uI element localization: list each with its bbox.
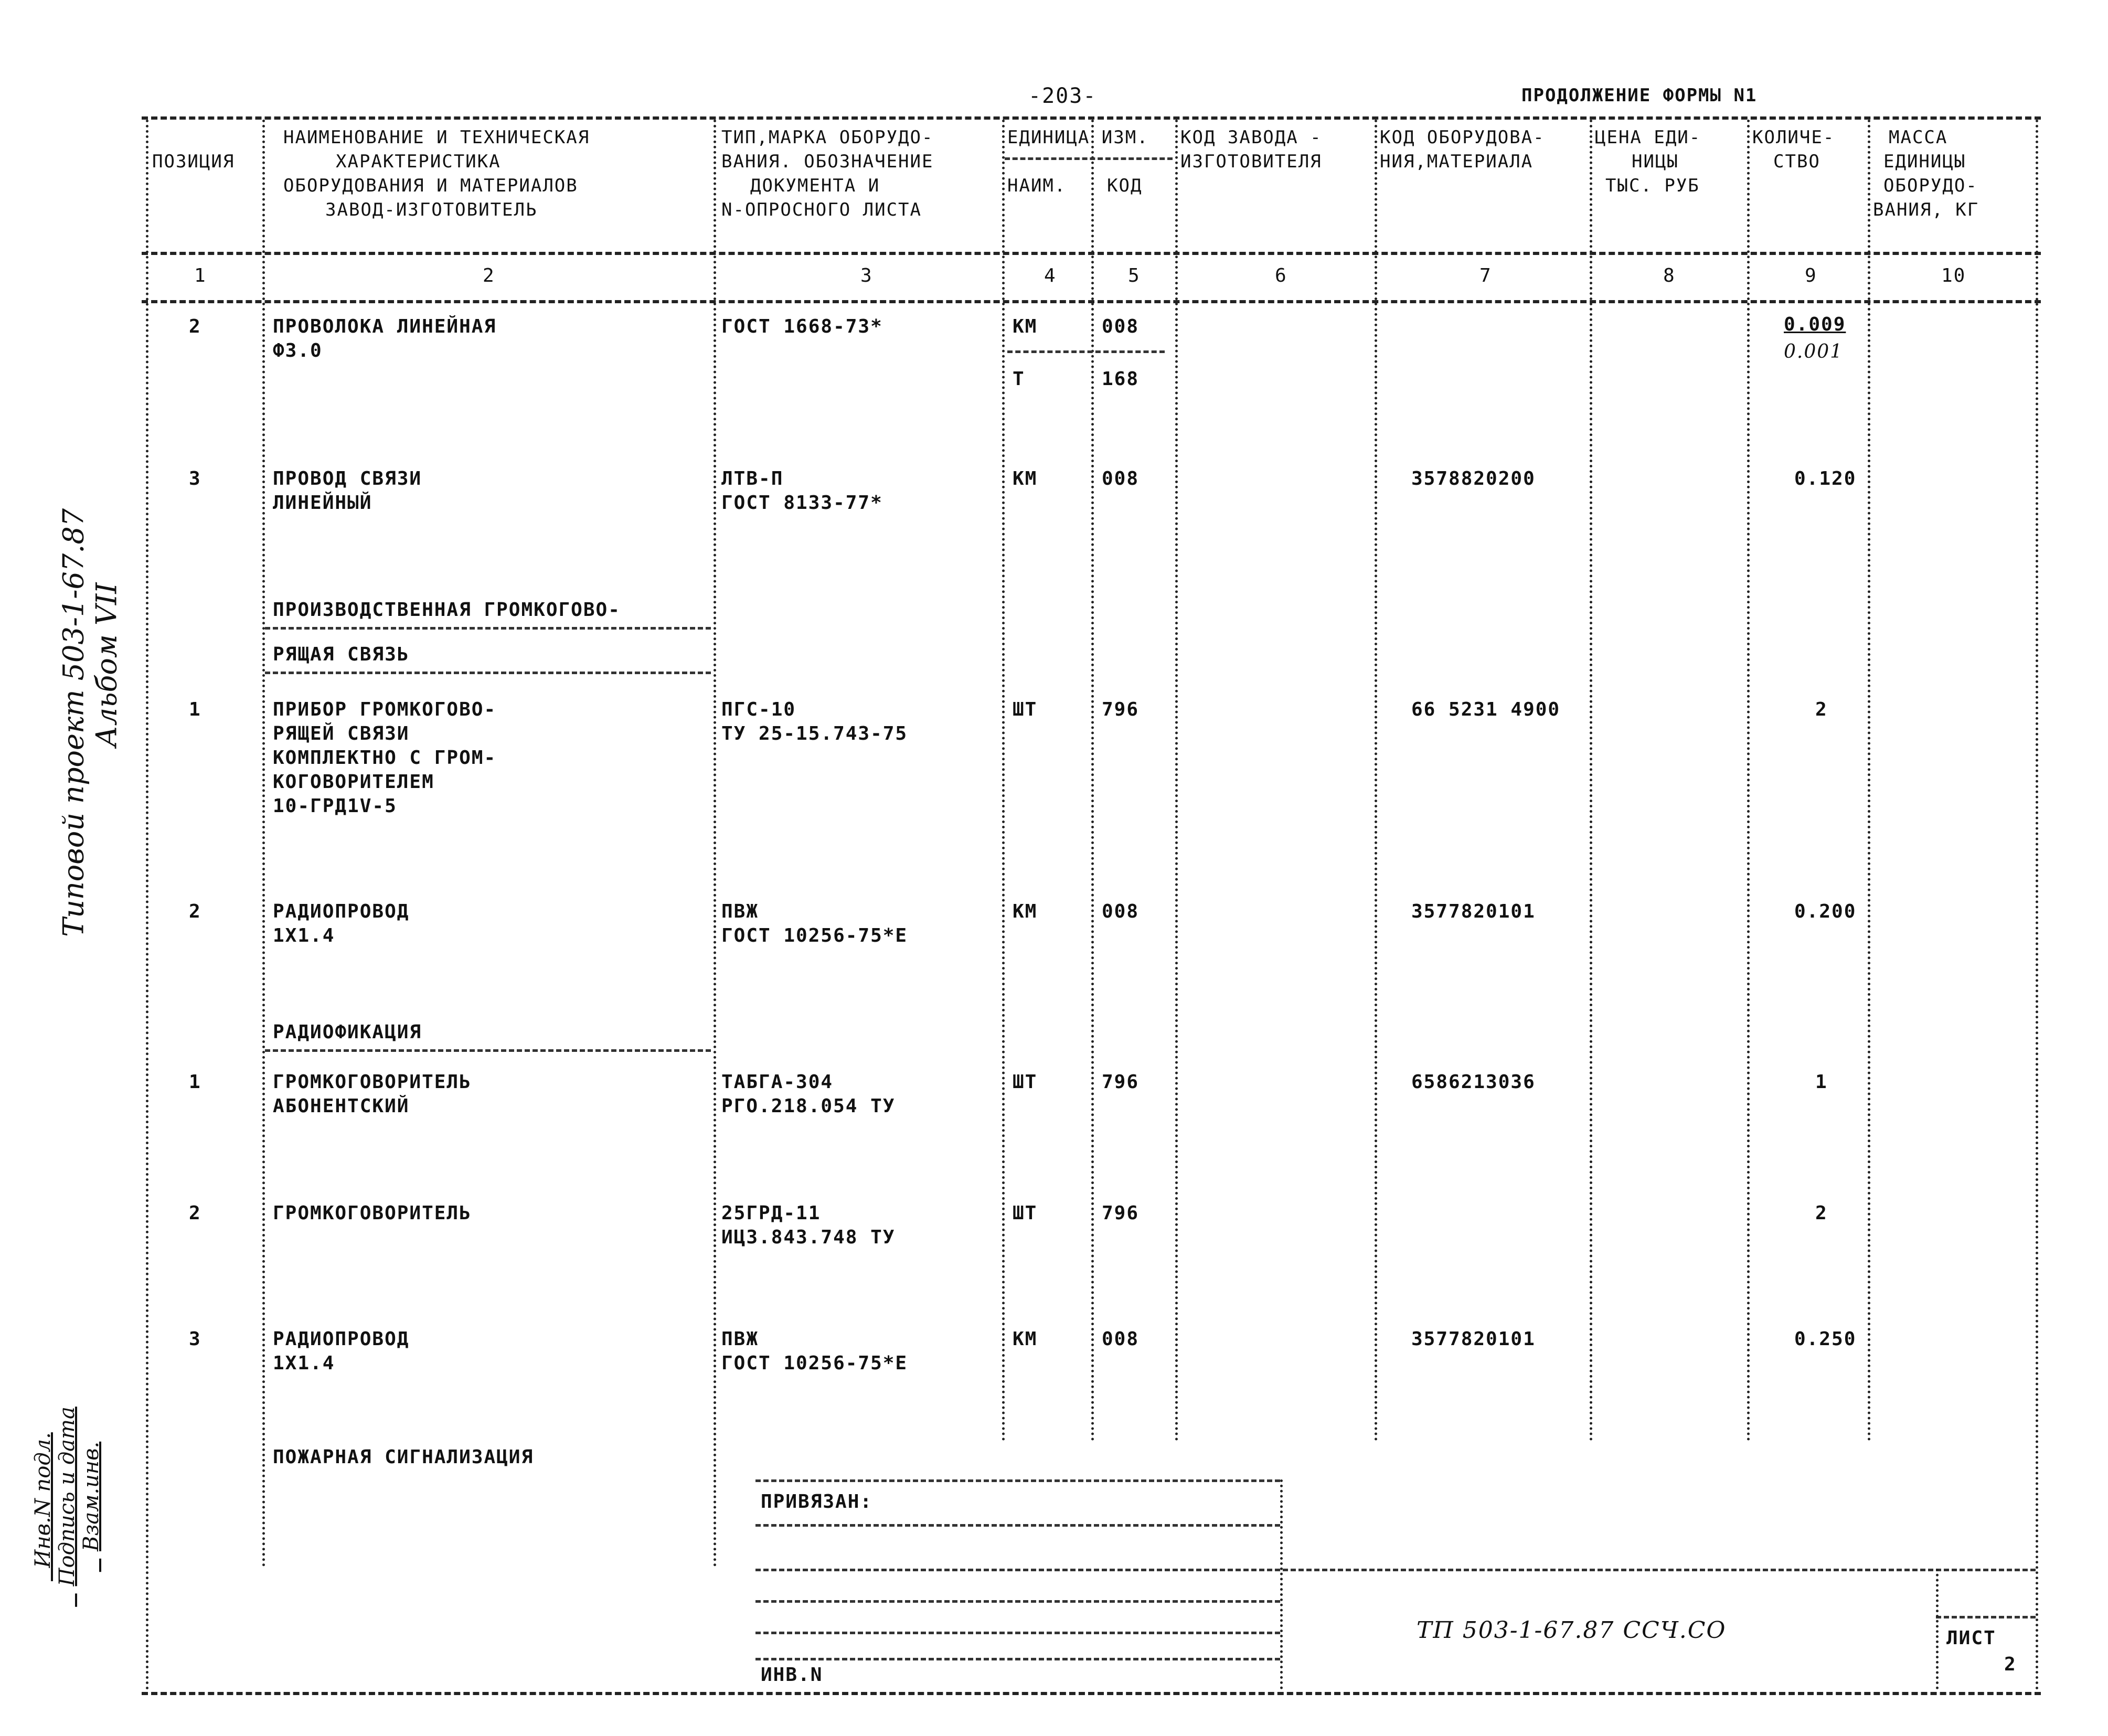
project-text: Типовой проект 503-1-67.87 (57, 508, 90, 937)
row-name: РЯЩЕЙ СВЯЗИ (273, 723, 410, 744)
col-sep (1868, 120, 1870, 1442)
col-header-material-code: КОД ОБОРУДОВА- (1380, 127, 1545, 148)
col-sep (1091, 120, 1094, 1442)
row-type: ГОСТ 10256-75*Е (721, 925, 908, 946)
stamp-rule (755, 1479, 1280, 1482)
row-name: КОГОВОРИТЕЛЕМ (273, 771, 434, 793)
row-quantity: 0.200 (1794, 901, 1857, 922)
row-material-code: 3577820101 (1411, 901, 1536, 922)
row-name: ПРОВОЛОКА ЛИНЕЙНАЯ (273, 316, 497, 337)
col-sep (1002, 120, 1005, 1442)
col-header-price: НИЦЫ (1632, 151, 1679, 172)
row-type: ИЦ3.843.748 ТУ (721, 1227, 896, 1248)
row-unit: КМ (1013, 316, 1038, 337)
sheet-number: 2 (2004, 1654, 2017, 1675)
col-header-type: ТИП,МАРКА ОБОРУДО- (721, 127, 934, 148)
row-unit: КМ (1013, 1328, 1038, 1350)
col-header-name: ЗАВОД-ИЗГОТОВИТЕЛЬ (325, 199, 538, 220)
col-number: 5 (1128, 265, 1141, 286)
row-quantity: 0.250 (1794, 1328, 1857, 1350)
row-position: 3 (189, 468, 201, 489)
col-header-maker-code: ИЗГОТОВИТЕЛЯ (1180, 151, 1322, 172)
section-heading: ПОЖАРНАЯ СИГНАЛИЗАЦИЯ (273, 1446, 534, 1468)
document-code: ТП 503-1-67.87 ССЧ.СО (1417, 1617, 1727, 1644)
row-name: 10-ГРД1V-5 (273, 795, 397, 817)
col-header-quantity: СТВО (1773, 151, 1820, 172)
row-material-code: 66 5231 4900 (1411, 699, 1561, 720)
col-header-position: ПОЗИЦИЯ (152, 151, 235, 172)
page-number: -203- (1028, 84, 1097, 108)
row-unit: ШТ (1013, 699, 1038, 720)
row-quantity: 0.001 (1784, 341, 1844, 363)
row-name: ГРОМКОГОВОРИТЕЛЬ (273, 1071, 472, 1093)
continuation-title: ПРОДОЛЖЕНИЕ ФОРМЫ N1 (1521, 85, 1758, 106)
project-label (24, 365, 123, 1099)
stamp-rule (755, 1600, 1280, 1603)
row-material-code: 3578820200 (1411, 468, 1536, 489)
col-header-mass: МАССА (1889, 127, 1948, 148)
row-unit: КМ (1013, 901, 1038, 922)
row-quantity: 2 (1815, 699, 1828, 720)
row-type: ЛТВ-П (721, 468, 784, 489)
row-unit: КМ (1013, 468, 1038, 489)
col-header-maker-code: КОД ЗАВОДА - (1180, 127, 1322, 148)
row-type: ГОСТ 1668-73* (721, 316, 883, 337)
row-unit-code: 008 (1102, 468, 1140, 489)
stamp-sep (1936, 1569, 1939, 1689)
row-type: ГОСТ 10256-75*Е (721, 1352, 908, 1374)
row-unit-code: 796 (1102, 1202, 1140, 1224)
col-number: 2 (483, 265, 495, 286)
col-sep (1175, 120, 1178, 1442)
row-position: 1 (189, 699, 201, 720)
col-header-mass: ЕДИНИЦЫ (1883, 151, 1966, 172)
stamp-rule (755, 1632, 1280, 1634)
col-header-unit-name: НАИМ. (1007, 175, 1067, 196)
privyazan-label: ПРИВЯЗАН: (761, 1491, 873, 1513)
col-number: 1 (194, 265, 207, 286)
stamp-inv-text: Инв.N подл. (31, 1432, 55, 1568)
row-type: 25ГРД-11 (721, 1202, 821, 1224)
section-underline (265, 672, 711, 674)
section-underline (265, 627, 711, 630)
col-sep (146, 120, 148, 1691)
row-position: 3 (189, 1328, 201, 1350)
row-quantity: 0.009 (1784, 314, 1846, 335)
col-number: 8 (1663, 265, 1676, 286)
row-name: РАДИОПРОВОД (273, 1328, 410, 1350)
unit-divider (1007, 350, 1165, 353)
row-quantity: 2 (1815, 1202, 1828, 1224)
stamp-rule (755, 1569, 2036, 1571)
stamp-vzam-text: Взам.инв. (79, 1441, 103, 1551)
row-unit-code: 008 (1102, 901, 1140, 922)
col-sep (262, 120, 265, 1568)
row-name: 1Х1.4 (273, 925, 335, 946)
col-number: 10 (1941, 265, 1966, 286)
col-number: 7 (1479, 265, 1492, 286)
row-unit: ШТ (1013, 1202, 1038, 1224)
row-name: 1Х1.4 (273, 1352, 335, 1374)
row-name: Ф3.0 (273, 340, 323, 361)
row-name: ЛИНЕЙНЫЙ (273, 492, 372, 514)
col-number: 4 (1044, 265, 1057, 286)
row-type: ГОСТ 8133-77* (721, 492, 883, 514)
row-unit-code: 796 (1102, 699, 1140, 720)
col-header-mass: ОБОРУДО- (1883, 175, 1978, 196)
row-type: РГО.218.054 ТУ (721, 1095, 896, 1117)
sheet-label: ЛИСТ (1946, 1627, 1996, 1649)
col-header-quantity: КОЛИЧЕ- (1752, 127, 1835, 148)
row-unit-code: 008 (1102, 1328, 1140, 1350)
col-number: 3 (860, 265, 873, 286)
col-number: 9 (1805, 265, 1817, 286)
col-sep (2036, 120, 2038, 1691)
row-name: ПРОВОД СВЯЗИ (273, 468, 422, 489)
stamp-podpis-text: Подпись и дата (55, 1407, 79, 1586)
row-quantity: 0.120 (1794, 468, 1857, 489)
row-quantity: 1 (1815, 1071, 1828, 1093)
col-header-name: ХАРАКТЕРИСТИКА (336, 151, 501, 172)
col-header-material-code: НИЯ,МАТЕРИАЛА (1380, 151, 1534, 172)
row-material-code: 3577820101 (1411, 1328, 1536, 1350)
col-sep (1747, 120, 1750, 1442)
col-header-name: НАИМЕНОВАНИЕ И ТЕХНИЧЕСКАЯ (283, 127, 590, 148)
col-header-type: ДОКУМЕНТА И (750, 175, 880, 196)
stamp-sep (1280, 1479, 1283, 1689)
col-sep (714, 120, 716, 1568)
col-number: 6 (1275, 265, 1287, 286)
row-name: ГРОМКОГОВОРИТЕЛЬ (273, 1202, 472, 1224)
row-position: 2 (189, 901, 201, 922)
col-sep (1375, 120, 1377, 1442)
stamp-rule (755, 1524, 1280, 1527)
unit-subrule (1005, 157, 1173, 160)
row-position: 1 (189, 1071, 201, 1093)
col-header-unit-code: КОД (1107, 175, 1143, 196)
section-heading: ПРОИЗВОДСТВЕННАЯ ГРОМКОГОВО- (273, 599, 621, 621)
row-type: ТУ 25-15.743-75 (721, 723, 908, 744)
row-unit: Т (1013, 368, 1025, 390)
row-name: ПРИБОР ГРОМКОГОВО- (273, 699, 497, 720)
row-type: ПГС-10 (721, 699, 796, 720)
row-name: РАДИОПРОВОД (273, 901, 410, 922)
col-header-price: ЦЕНА ЕДИ- (1595, 127, 1701, 148)
album-text: Альбом VII (90, 582, 123, 748)
stamp-rule (755, 1658, 1280, 1660)
row-unit-code: 796 (1102, 1071, 1140, 1093)
row-unit-code: 008 (1102, 316, 1140, 337)
col-header-mass: ВАНИЯ, КГ (1873, 199, 1979, 220)
col-header-type: ВАНИЯ. ОБОЗНАЧЕНИЕ (721, 151, 934, 172)
col-header-price: ТЫС. РУБ (1605, 175, 1700, 196)
row-type: ТАБГА-304 (721, 1071, 834, 1093)
row-type: ПВЖ (721, 1328, 759, 1350)
section-heading: РАДИОФИКАЦИЯ (273, 1021, 422, 1043)
col-sep (1590, 120, 1592, 1442)
section-underline (265, 1049, 711, 1052)
table-bottom-rule (142, 1692, 2041, 1695)
section-heading: РЯЩАЯ СВЯЗЬ (273, 644, 410, 665)
row-position: 2 (189, 316, 201, 337)
row-position: 2 (189, 1202, 201, 1224)
row-name: КОМПЛЕКТНО С ГРОМ- (273, 747, 497, 769)
row-type: ПВЖ (721, 901, 759, 922)
col-header-type: N-ОПРОСНОГО ЛИСТА (721, 199, 922, 220)
row-material-code: 6586213036 (1411, 1071, 1536, 1093)
col-header-unit: ЕДИНИЦА ИЗМ. (1007, 127, 1149, 148)
col-header-name: ОБОРУДОВАНИЯ И МАТЕРИАЛОВ (283, 175, 578, 196)
row-name: АБОНЕНТСКИЙ (273, 1095, 410, 1117)
stamp-rule (1936, 1616, 2036, 1618)
stamp-column (7, 1297, 103, 1717)
row-unit-code: 168 (1102, 368, 1140, 390)
inv-number-label: ИНВ.N (761, 1664, 823, 1686)
row-unit: ШТ (1013, 1071, 1038, 1093)
